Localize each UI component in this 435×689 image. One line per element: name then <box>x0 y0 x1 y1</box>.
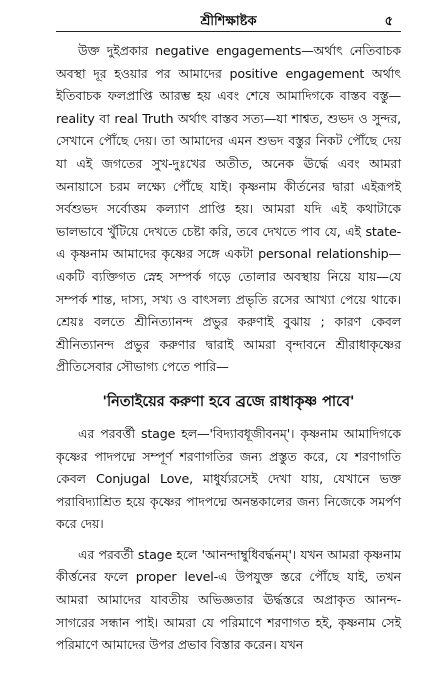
page-body <box>56 40 401 657</box>
paragraph-1: উক্ত দুইপ্রকার negative engagements—অর্থাৎ নেতিবাচক অবস্থা দূর হওয়ার পর আমাদের positive engagement অর্থাৎ ইতিবাচক ফলপ্রাপ্তি আরম্ভ হয় এবং শেষে আমাদিগকে বাস্তব বস্তু—reality বা real Truth অর্থাৎ বাস্তব সত্য—যা শাশ্বত, শুভদ ও সুন্দর, সেখানে পৌঁছে দেয়। তা আমাদের এমন শুভদ বস্তুর নিকট পৌঁছে দেয় যা এই জগতের সুখ-দুঃখের অতীত, অনেক ঊর্দ্ধে এবং আমরা অনায়াসে চরম লক্ষ্যে পৌঁছে যাই। কৃষ্ণনাম কীর্তনের দ্বারা এইরূপই সর্বশুভদ সর্বোত্তম কল্যাণ প্রাপ্তি হয়। আমরা যদি এই কথাটাকে ভালভাবে খুঁটিয়ে দেখতে চেষ্টা করি, তবে দেখতে পাব যে, এই state-এ কৃষ্ণনাম আমাদের কৃষ্ণের সঙ্গে একটা personal relationship—একটি ব্যক্তিগত স্নেহ সম্পর্ক গড়ে তোলার অবস্থায় নিয়ে যায়—যে সম্পর্ক শান্ত, দাস্য, সখ্য ও বাৎসল্য প্রভৃতি রসের আখ্যা পেয়ে থাকে। শ্রেয়ঃ বলতে শ্রীনিত্যানন্দ প্রভুর করুণাই বুঝায় ; কারণ কেবল শ্রীনিত্যানন্দ প্রভুর করুণার দ্বারাই আমরা বৃন্দাবনে শ্রীরাধাকৃষ্ণের প্রীতিসেবার সৌভাগ্য পেতে পারি— <box>56 43 401 375</box>
paragraph-3: এর পরবর্তী stage হলে 'আনন্দাম্বুধিবর্দ্ধনম্'। যখন আমরা কৃষ্ণনাম কীর্ত্তনের ফলে proper level-এ উপযুক্ত স্তরে পৌঁছে যাই, তখন আমরা আমাদের যাবতীয় অভিজ্ঞতার ঊর্দ্ধস্তরে অপ্রাকৃত আনন্দ-সাগরের সন্ধান পাই। আমরা যে পরিমাণে শরণাগত হই, কৃষ্ণনাম সেই পরিমাণে আমাদের উপর প্রভাব বিস্তার করেন। যখন <box>56 546 401 653</box>
running-title: শ্রীশিক্ষাষ্টক <box>200 14 257 29</box>
paragraph-gap <box>56 536 401 544</box>
page-number: ৫ <box>384 14 393 29</box>
header-rule <box>56 31 401 32</box>
paragraph-2: এর পরবর্ত্তী stage হল—'বিদ্যাবধূজীবনম্'। কৃষ্ণনাম আমাদিগকে কৃষ্ণের পাদপদ্মে সম্পূর্ণ শরণাগতির জন্য প্রস্তুত করে, যে শরণাগতি কেবল Conjugal Love, মাধুর্য্যরসেই দেখা যায়, যেখানে ভক্ত পরাবিদ্যাশ্রিত হয়ে কৃষ্ণের পাদপদ্মে অনন্তকালের জন্য নিজেকে সমর্পণ করে দেয়। <box>56 425 401 532</box>
section-heading: 'নিতাইয়ের করুণা হবে ব্রজে রাধাকৃষ্ণ পাবে' <box>102 393 355 410</box>
